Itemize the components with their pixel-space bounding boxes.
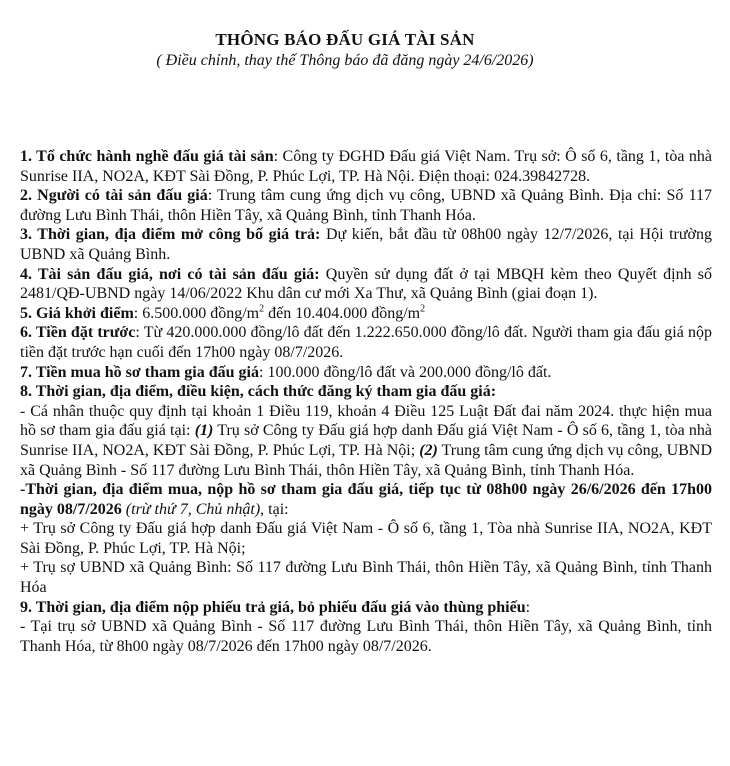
section-8-opt2-text: Trung tâm cung ứng dịch vụ công, UBND xã Quảng Bình - Số 117 đường Lưu Bình Thái, thôn Hiền Tây, xã Quảng Bình, tỉnh Thanh Hóa. — [20, 441, 713, 479]
section-2 — [20, 186, 712, 225]
section-7-label: 7. Tiền mua hồ sơ tham gia đấu giá — [20, 363, 259, 381]
section-8-time-tail: , tại: — [260, 500, 289, 518]
section-1-label: 1. Tổ chức hành nghề đấu giá tài sản — [20, 148, 274, 165]
section-9-heading — [20, 598, 712, 618]
section-8-opt1-text: Trụ sở Công ty Đấu giá hợp danh Đấu giá Việt Nam - Ô số 6, tầng 1, tòa nhà Sunrise IIA, NO2A, KĐT Sài Đồng, P. Phúc Lợi, TP. Hà Nội; — [20, 422, 712, 459]
section-4-text: Quyền sử dụng đất ở tại MBQH kèm theo Quyết định số 2481/QĐ-UBND ngày 14/06/2022 Khu dân cư mới Xa Thư, xã Quảng Bình (giai đoạn 1). — [20, 265, 712, 303]
section-6-label: 6. Tiền đặt trước — [20, 324, 136, 342]
section-8-place-2 — [20, 558, 712, 597]
section-8-opt1-label: (1) — [194, 422, 214, 440]
section-8-place2-text: + Trụ sợ UBND xã Quảng Bình: Số 117 đường Lưu Bình Thái, thôn Hiền Tây, xã Quảng Bình, tỉnh Thanh Hóa — [20, 559, 712, 597]
section-3 — [20, 225, 712, 264]
section-8-time-italic: (trừ thứ 7, Chủ nhật) — [121, 500, 261, 518]
section-8-time-bold: -Thời gian, địa điểm mua, nộp hồ sơ tham gia đấu giá, tiếp tục từ 08h00 ngày 26/6/2026 đến 17h00 ngày 08/7/2026 — [20, 481, 712, 518]
section-2-label: 2. Người có tài sản đấu giá — [20, 187, 208, 205]
section-8-line1: - Cá nhân thuộc quy định tại khoản 1 Điều 119, khoản 4 Điều 125 Luật Đất đai năm 2024. thực hiện mua hồ sơ tham gia đấu giá tại: — [20, 402, 712, 440]
section-5-label: 5. Giá khởi điểm — [20, 304, 134, 322]
section-9-body — [20, 617, 712, 656]
section-3-text: Dự kiến, bắt đầu từ 08h00 ngày 12/7/2026, tại Hội trường UBND xã Quảng Bình. — [20, 226, 712, 263]
notice-body — [20, 147, 712, 656]
section-5-sup-a: 2 — [259, 303, 265, 315]
section-5-text-b: đến 10.404.000 đồng/m — [264, 304, 421, 322]
section-8-heading — [20, 382, 712, 402]
section-5 — [20, 304, 712, 324]
section-9-text: - Tại trụ sở UBND xã Quảng Bình - Số 117 đường Lưu Bình Thái, thôn Hiền Tây, xã Quảng Bình, tỉnh Thanh Hóa, từ 8h00 ngày 08/7/2026 đến 17h00 ngày 08/7/2026. — [20, 618, 712, 655]
section-7-text: : 100.000 đồng/lô đất và 200.000 đồng/lô đất. — [259, 363, 552, 381]
notice-title: THÔNG BÁO ĐẤU GIÁ TÀI SẢN — [215, 30, 475, 49]
section-9-colon: : — [525, 598, 531, 616]
section-5-text-a: : 6.500.000 đồng/m — [133, 304, 260, 322]
section-4 — [20, 265, 712, 304]
section-2-text: : Trung tâm cung ứng dịch vụ công, UBND xã Quảng Bình. Địa chỉ: Số 117 đường Lưu Bình Thái, thôn Hiền Tây, xã Quảng Bình, tỉnh Thanh Hóa. — [20, 187, 713, 224]
section-8-label: 8. Thời gian, địa điểm, điều kiện, cách thức đăng ký tham gia đấu giá: — [20, 383, 497, 401]
section-6-text: : Từ 420.000.000 đồng/lô đất đến 1.222.650.000 đồng/lô đất. Người tham gia đấu giá nộp tiền đặt trước hạn cuối đến 17h00 ngày 08/7/2026. — [20, 324, 712, 361]
section-1 — [20, 147, 712, 186]
section-8-opt2-label: (2) — [419, 441, 438, 459]
section-4-label: 4. Tài sản đấu giá, nơi có tài sản đấu giá: — [20, 265, 320, 283]
section-8-purchase — [20, 402, 712, 480]
section-5-sup-b: 2 — [420, 303, 426, 315]
section-6 — [20, 323, 712, 362]
section-8-place-1 — [20, 519, 712, 558]
section-1-text: : Công ty ĐGHD Đấu giá Việt Nam. Trụ sở: Ô số 6, tầng 1, tòa nhà Sunrise IIA, NO2A, KĐT Sài Đồng, P. Phúc Lợi, TP. Hà Nội. Điện thoại: 024.39842728. — [20, 148, 712, 185]
section-8-place1-text: + Trụ sở Công ty Đấu giá hợp danh Đấu giá Việt Nam - Ô số 6, tầng 1, Tòa nhà Sunrise IIA, NO2A, KĐT Sài Đồng, P. Phúc Lợi, TP. Hà Nội; — [20, 520, 712, 557]
section-7 — [20, 363, 712, 383]
section-9-label: 9. Thời gian, địa điểm nộp phiếu trả giá, bỏ phiếu đấu giá vào thùng phiếu — [20, 598, 526, 616]
section-3-label: 3. Thời gian, địa điểm mở công bố giá trả: — [20, 226, 321, 244]
section-8-time — [20, 480, 712, 519]
notice-subtitle: ( Điều chỉnh, thay thế Thông báo đã đăng ngày 24/6/2026) — [156, 52, 534, 69]
